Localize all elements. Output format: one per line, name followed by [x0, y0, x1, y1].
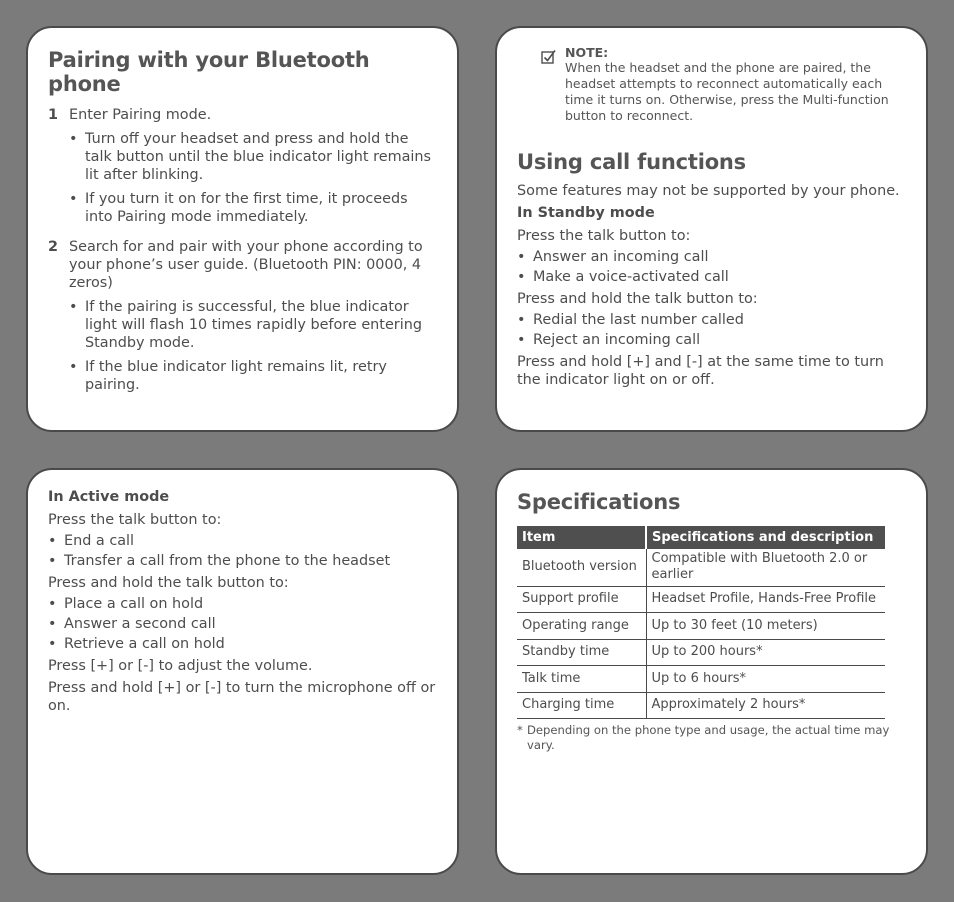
pairing-title: Pairing with your Bluetooth phone	[48, 48, 370, 96]
table-row	[517, 549, 885, 586]
bullet: •	[48, 533, 57, 549]
checkbox-check-icon	[541, 49, 565, 124]
table-cell: Talk time	[517, 666, 646, 693]
press-talk-text: Press the talk button to:	[517, 228, 691, 244]
table-cell: Support profile	[517, 586, 646, 613]
microphone-text: Press and hold [+] or [-] to turn the microphone off or on.	[48, 680, 436, 714]
table-cell: Up to 6 hours*	[646, 666, 885, 693]
step-1	[48, 106, 437, 232]
standby-press-list	[517, 248, 906, 286]
indicator-light-text: Press and hold [+] and [-] at the same time to turn the indicator light on or off.	[517, 354, 884, 388]
bullet-text: Answer an incoming call	[533, 249, 709, 265]
list-item	[69, 298, 437, 352]
table-cell: Bluetooth version	[517, 549, 646, 586]
table-row	[517, 666, 885, 693]
list-item	[48, 595, 437, 613]
active-press-list	[48, 532, 437, 570]
table-row	[517, 586, 885, 613]
table-cell: Compatible with Bluetooth 2.0 or earlier	[646, 549, 885, 586]
specifications-content	[517, 488, 906, 753]
table-header-description: Specifications and description	[646, 526, 885, 549]
list-item	[48, 552, 437, 570]
call-functions-card	[495, 26, 928, 432]
specifications-title: Specifications	[517, 490, 681, 514]
bullet: •	[69, 359, 78, 375]
list-item	[517, 311, 906, 329]
table-cell: Approximately 2 hours*	[646, 692, 885, 719]
bullet: •	[48, 636, 57, 652]
bullet-text: Transfer a call from the phone to the headset	[64, 553, 391, 569]
bullet: •	[517, 332, 526, 348]
intro-text: Some features may not be supported by your phone.	[517, 183, 900, 199]
call-functions-content	[517, 46, 906, 392]
step-1-bullets	[69, 130, 437, 226]
step-number: 2	[48, 239, 59, 255]
list-item	[517, 331, 906, 349]
bullet: •	[69, 131, 78, 147]
footnote-text: Depending on the phone type and usage, the actual time may vary.	[527, 723, 890, 752]
standby-hold-list	[517, 311, 906, 349]
hold-talk-text: Press and hold the talk button to:	[517, 291, 758, 307]
bullet-text: End a call	[64, 533, 135, 549]
list-item	[48, 635, 437, 653]
step-text: Search for and pair with your phone according to your phone’s user guide. (Bluetooth PIN: 0000, 4 zeros)	[69, 239, 423, 291]
bullet: •	[517, 312, 526, 328]
table-cell: Operating range	[517, 613, 646, 640]
bullet: •	[69, 299, 78, 315]
volume-text: Press [+] or [-] to adjust the volume.	[48, 658, 313, 674]
bullet-text: If you turn it on for the first time, it proceeds into Pairing mode immediately.	[85, 191, 408, 225]
table-header-item: Item	[517, 526, 646, 549]
active-mode-content	[48, 488, 437, 718]
list-item	[69, 190, 437, 226]
list-item	[48, 532, 437, 550]
list-item	[69, 358, 437, 394]
bullet-text: Retrieve a call on hold	[64, 636, 225, 652]
note-body	[565, 46, 906, 124]
table-row	[517, 639, 885, 666]
table-header-row	[517, 526, 885, 549]
footnote-mark: *	[517, 723, 523, 737]
active-mode-card	[26, 468, 459, 875]
bullet-text: Turn off your headset and press and hold the talk button until the blue indicator light remains lit after blinking.	[85, 131, 432, 183]
note-box	[541, 46, 906, 124]
active-hold-list	[48, 595, 437, 653]
step-number: 1	[48, 107, 59, 123]
bullet: •	[517, 269, 526, 285]
call-functions-title: Using call functions	[517, 150, 746, 174]
step-body	[69, 106, 437, 232]
bullet-text: If the pairing is successful, the blue indicator light will flash 10 times rapidly before entering Standby mode.	[85, 299, 422, 351]
step-2-bullets	[69, 298, 437, 394]
bullet: •	[69, 191, 78, 207]
table-cell: Charging time	[517, 692, 646, 719]
standby-heading: In Standby mode	[517, 205, 655, 221]
table-row	[517, 692, 885, 719]
table-cell: Up to 30 feet (10 meters)	[646, 613, 885, 640]
bullet: •	[517, 249, 526, 265]
list-item	[517, 248, 906, 266]
list-item	[48, 615, 437, 633]
bullet-text: Place a call on hold	[64, 596, 204, 612]
note-text: When the headset and the phone are paired, the headset attempts to reconnect automatically each time it turns on. Otherwise, press the Multi-function button to reconnect.	[565, 60, 889, 123]
bullet-text: If the blue indicator light remains lit, retry pairing.	[85, 359, 387, 393]
hold-talk-text: Press and hold the talk button to:	[48, 575, 289, 591]
bullet: •	[48, 553, 57, 569]
bullet-text: Redial the last number called	[533, 312, 744, 328]
table-row	[517, 613, 885, 640]
step-body	[69, 238, 437, 400]
table-cell: Standby time	[517, 639, 646, 666]
footnote	[517, 723, 906, 753]
table-cell: Up to 200 hours*	[646, 639, 885, 666]
list-item	[69, 130, 437, 184]
specifications-table	[517, 526, 885, 719]
specifications-card	[495, 468, 928, 875]
bullet: •	[48, 596, 57, 612]
table-cell: Headset Profile, Hands-Free Profile	[646, 586, 885, 613]
bullet-text: Answer a second call	[64, 616, 216, 632]
step-2	[48, 238, 437, 400]
pairing-content	[48, 46, 437, 406]
bullet: •	[48, 616, 57, 632]
active-mode-heading: In Active mode	[48, 489, 170, 505]
bullet-text: Make a voice-activated call	[533, 269, 729, 285]
list-item	[517, 268, 906, 286]
bullet-text: Reject an incoming call	[533, 332, 701, 348]
step-text: Enter Pairing mode.	[69, 107, 212, 123]
press-talk-text: Press the talk button to:	[48, 512, 222, 528]
note-title: NOTE:	[565, 45, 609, 60]
pairing-card	[26, 26, 459, 432]
